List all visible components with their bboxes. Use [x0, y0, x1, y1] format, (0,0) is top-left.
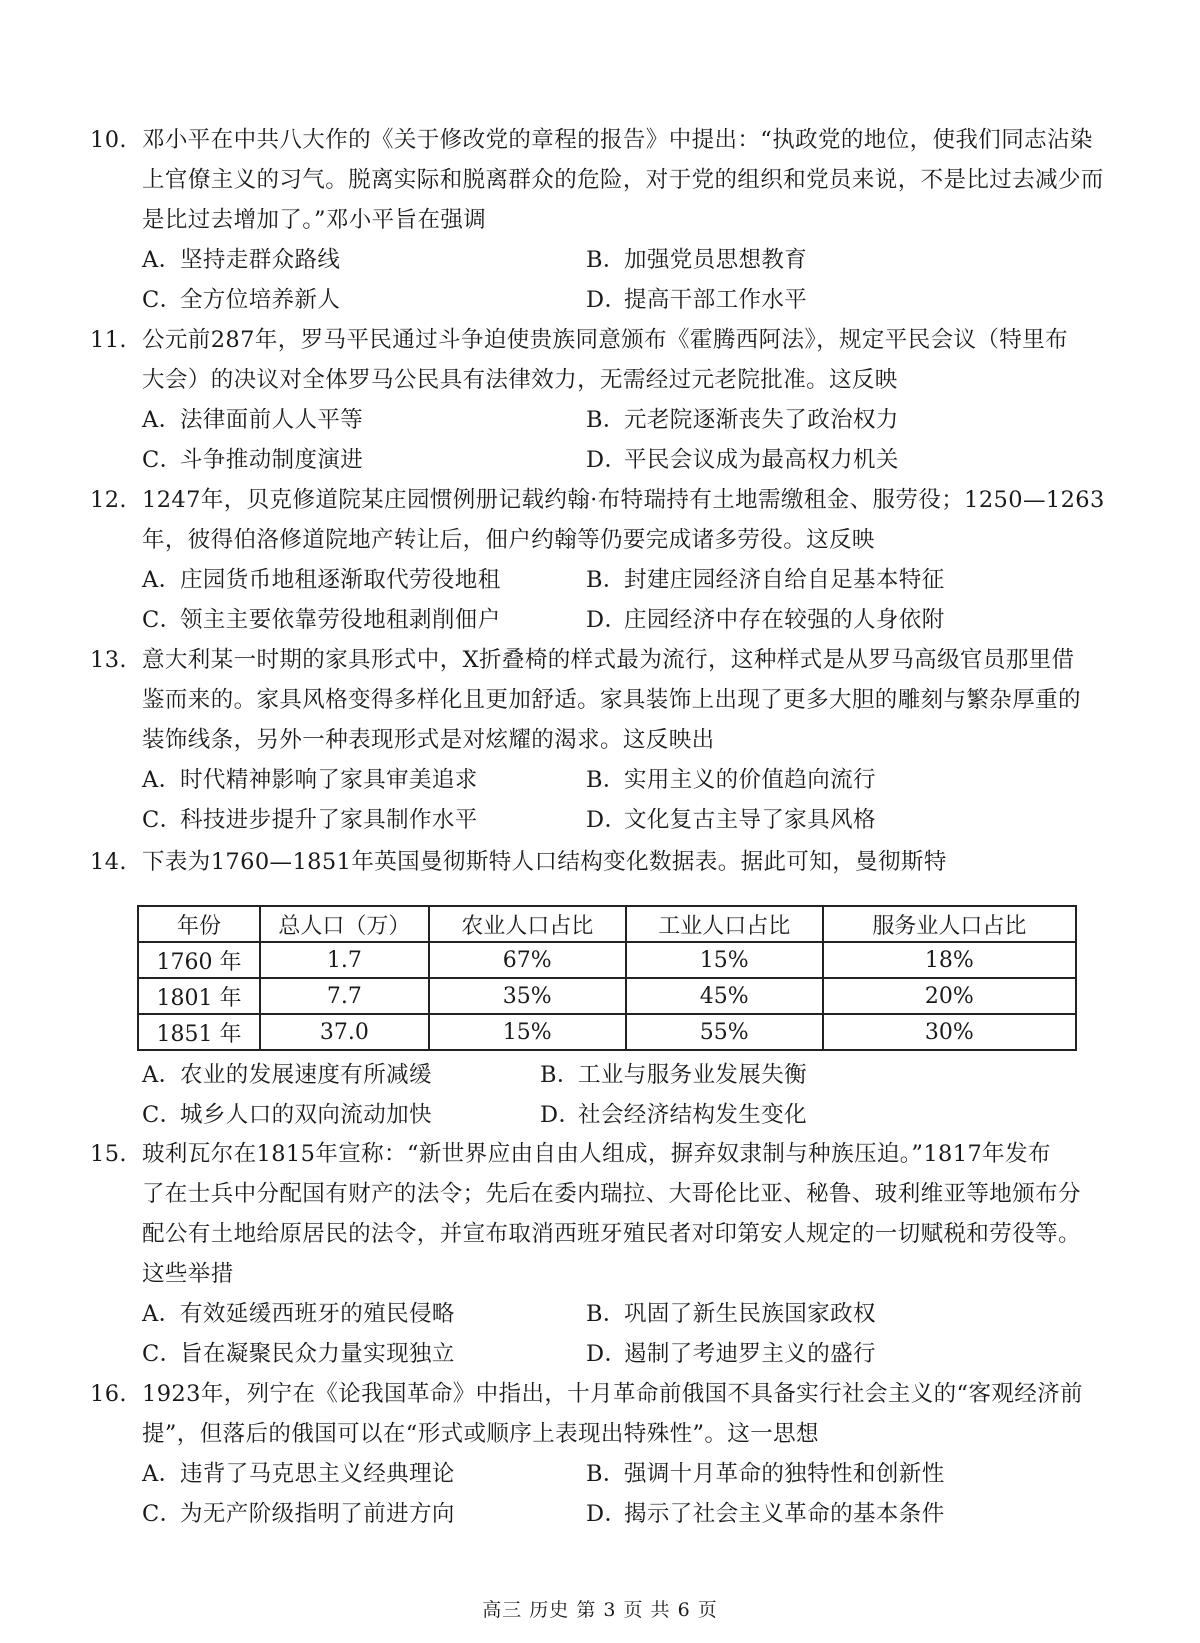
- table-cell: 1851 年: [138, 1014, 260, 1050]
- option-letter: A．: [142, 1301, 182, 1327]
- option-c[interactable]: [142, 1095, 432, 1135]
- options: [90, 400, 1120, 480]
- option-letter: D．: [586, 1341, 628, 1367]
- option-d[interactable]: [586, 1334, 876, 1374]
- option-text: 旨在凝聚民众力量实现独立: [180, 1341, 455, 1367]
- options: [90, 240, 1120, 320]
- option-letter: A．: [142, 567, 182, 593]
- table-cell: 1.7: [260, 942, 429, 978]
- question-14-options: [90, 1055, 1120, 1135]
- option-text: 实用主义的价值趋向流行: [624, 767, 876, 793]
- option-letter: B．: [586, 1461, 626, 1487]
- option-d[interactable]: [586, 600, 945, 640]
- option-text: 强调十月革命的独特性和创新性: [624, 1461, 945, 1487]
- question-stem: [90, 320, 1120, 400]
- table-header: 服务业人口占比: [823, 906, 1076, 942]
- option-letter: A．: [142, 407, 182, 433]
- option-d[interactable]: [586, 1494, 945, 1534]
- option-letter: B．: [586, 247, 626, 273]
- option-text: 巩固了新生民族国家政权: [624, 1301, 876, 1327]
- question-14: [90, 842, 1120, 882]
- question-number: 10.: [90, 127, 127, 153]
- stem-line: 鉴而来的。家具风格变得多样化且更加舒适。家具装饰上出现了更多大胆的雕刻与繁杂厚重的: [142, 687, 1081, 713]
- stem-line: 是比过去增加了。”邓小平旨在强调: [142, 207, 487, 233]
- option-d[interactable]: [586, 440, 899, 480]
- option-text: 全方位培养新人: [180, 287, 341, 313]
- option-letter: D．: [586, 607, 628, 633]
- question-stem: [90, 640, 1120, 760]
- table-cell: 35%: [429, 978, 626, 1014]
- option-letter: C．: [142, 447, 183, 473]
- table-row: [138, 978, 1076, 1014]
- option-d[interactable]: [586, 800, 876, 840]
- question-10: [90, 120, 1120, 320]
- option-text: 坚持走群众路线: [180, 247, 341, 273]
- option-text: 违背了马克思主义经典理论: [180, 1461, 455, 1487]
- option-a[interactable]: [142, 1454, 455, 1494]
- option-text: 为无产阶级指明了前进方向: [180, 1501, 455, 1527]
- stem-line: 年，彼得伯洛修道院地产转让后，佃户约翰等仍要完成诸多劳役。这反映: [142, 527, 875, 553]
- option-letter: D．: [586, 447, 628, 473]
- option-text: 领主主要依靠劳役地租剥削佃户: [180, 607, 501, 633]
- stem-line: 玻利瓦尔在1815年宣称：“新世界应由自由人组成，摒弃奴隶制与种族压迫。”1817年发布: [142, 1141, 1051, 1167]
- table-cell: 1801 年: [138, 978, 260, 1014]
- question-number: 12.: [90, 487, 127, 513]
- option-letter: B．: [586, 407, 626, 433]
- option-text: 庄园经济中存在较强的人身依附: [624, 607, 945, 633]
- option-b[interactable]: [586, 240, 807, 280]
- stem-line: 提”，但落后的俄国可以在“形式或顺序上表现出特殊性”。这一思想: [142, 1421, 819, 1447]
- stem-line: 意大利某一时期的家具形式中，X折叠椅的样式最为流行，这种样式是从罗马高级官员那里借: [142, 647, 1075, 673]
- option-text: 法律面前人人平等: [180, 407, 364, 433]
- option-text: 提高干部工作水平: [624, 287, 808, 313]
- option-letter: D．: [540, 1102, 582, 1128]
- stem-line: 大会）的决议对全体罗马公民具有法律效力，无需经过元老院批准。这反映: [142, 367, 898, 393]
- table-header: 年份: [138, 906, 260, 942]
- option-b[interactable]: [586, 1454, 945, 1494]
- question-number: 15.: [90, 1141, 127, 1167]
- option-b[interactable]: [586, 400, 899, 440]
- option-letter: A．: [142, 1461, 182, 1487]
- question-stem: [90, 1134, 1120, 1294]
- question-11: [90, 320, 1120, 480]
- option-text: 加强党员思想教育: [624, 247, 808, 273]
- table-header: 工业人口占比: [626, 906, 823, 942]
- option-letter: C．: [142, 1341, 183, 1367]
- option-b[interactable]: [540, 1055, 807, 1095]
- option-a[interactable]: [142, 1294, 455, 1334]
- option-letter: C．: [142, 807, 183, 833]
- option-b[interactable]: [586, 760, 876, 800]
- option-text: 遏制了考迪罗主义的盛行: [624, 1341, 876, 1367]
- option-c[interactable]: [142, 1334, 455, 1374]
- options: [90, 1055, 1120, 1135]
- stem-line: 装饰线条，另外一种表现形式是对炫耀的渴求。这反映出: [142, 727, 715, 753]
- question-13: [90, 640, 1120, 840]
- option-text: 社会经济结构发生变化: [578, 1102, 808, 1128]
- option-letter: C．: [142, 287, 183, 313]
- option-text: 科技进步提升了家具制作水平: [180, 807, 478, 833]
- option-text: 揭示了社会主义革命的基本条件: [624, 1501, 945, 1527]
- table-header-row: [138, 906, 1076, 942]
- question-number: 16.: [90, 1381, 127, 1407]
- population-table: [137, 905, 1077, 1051]
- option-d[interactable]: [586, 280, 807, 320]
- option-text: 庄园货币地租逐渐取代劳役地租: [180, 567, 501, 593]
- option-letter: C．: [142, 1102, 183, 1128]
- option-letter: B．: [586, 1301, 626, 1327]
- question-stem: [90, 842, 1120, 882]
- table-cell: 18%: [823, 942, 1076, 978]
- option-letter: D．: [586, 287, 628, 313]
- option-b[interactable]: [586, 560, 945, 600]
- options: [90, 560, 1120, 640]
- option-letter: A．: [142, 1062, 182, 1088]
- table-cell: 37.0: [260, 1014, 429, 1050]
- option-d[interactable]: [540, 1095, 807, 1135]
- option-c[interactable]: [142, 280, 340, 320]
- option-letter: D．: [586, 807, 628, 833]
- option-letter: B．: [586, 767, 626, 793]
- stem-line: 这些举措: [142, 1261, 234, 1287]
- table-row: [138, 1014, 1076, 1050]
- page-footer: 高三 历史 第 3 页 共 6 页: [482, 1599, 718, 1621]
- option-text: 农业的发展速度有所减缓: [180, 1062, 432, 1088]
- table-cell: 15%: [429, 1014, 626, 1050]
- stem-line: 上官僚主义的习气。脱离实际和脱离群众的危险，对于党的组织和党员来说，不是比过去减少而: [142, 167, 1104, 193]
- table-cell: 45%: [626, 978, 823, 1014]
- option-letter: A．: [142, 247, 182, 273]
- option-a[interactable]: [142, 560, 501, 600]
- option-letter: C．: [142, 1501, 183, 1527]
- option-text: 城乡人口的双向流动加快: [180, 1102, 432, 1128]
- option-letter: B．: [586, 567, 626, 593]
- table-cell: 20%: [823, 978, 1076, 1014]
- question-number: 14.: [90, 849, 127, 875]
- stem-line: 邓小平在中共八大作的《关于修改党的章程的报告》中提出：“执政党的地位，使我们同志沾染: [142, 127, 1093, 153]
- option-c[interactable]: [142, 440, 363, 480]
- option-text: 工业与服务业发展失衡: [578, 1062, 808, 1088]
- table-cell: 30%: [823, 1014, 1076, 1050]
- table-row: [138, 942, 1076, 978]
- question-number: 13.: [90, 647, 127, 673]
- option-text: 时代精神影响了家具审美追求: [180, 767, 478, 793]
- stem-line: 配公有土地给原居民的法令，并宣布取消西班牙殖民者对印第安人规定的一切赋税和劳役等。: [142, 1221, 1081, 1247]
- question-16: [90, 1374, 1120, 1534]
- table-header: 农业人口占比: [429, 906, 626, 942]
- option-text: 斗争推动制度演进: [180, 447, 364, 473]
- option-text: 封建庄园经济自给自足基本特征: [624, 567, 945, 593]
- stem-line: 1923年，列宁在《论我国革命》中指出，十月革命前俄国不具备实行社会主义的“客观经济前: [142, 1381, 1083, 1407]
- table-cell: 15%: [626, 942, 823, 978]
- option-c[interactable]: [142, 800, 478, 840]
- stem-line: 公元前287年，罗马平民通过斗争迫使贵族同意颁布《霍腾西阿法》，规定平民会议（特里布: [142, 327, 1068, 353]
- question-stem: [90, 120, 1120, 240]
- option-c[interactable]: [142, 600, 501, 640]
- option-text: 有效延缓西班牙的殖民侵略: [180, 1301, 455, 1327]
- option-letter: B．: [540, 1062, 580, 1088]
- stem-line: 了在士兵中分配国有财产的法令；先后在委内瑞拉、大哥伦比亚、秘鲁、玻利维亚等地颁布分: [142, 1181, 1081, 1207]
- option-a[interactable]: [142, 760, 478, 800]
- table-header: 总人口（万）: [260, 906, 429, 942]
- table-cell: 1760 年: [138, 942, 260, 978]
- table-cell: 67%: [429, 942, 626, 978]
- stem-line: 下表为1760—1851年英国曼彻斯特人口结构变化数据表。据此可知，曼彻斯特: [142, 849, 947, 875]
- options: [90, 760, 1120, 840]
- question-12: [90, 480, 1120, 640]
- option-text: 平民会议成为最高权力机关: [624, 447, 899, 473]
- option-a[interactable]: [142, 400, 363, 440]
- question-stem: [90, 1374, 1120, 1454]
- question-15: [90, 1134, 1120, 1374]
- options: [90, 1454, 1120, 1534]
- options: [90, 1294, 1120, 1374]
- table-cell: 55%: [626, 1014, 823, 1050]
- option-c[interactable]: [142, 1494, 455, 1534]
- option-letter: D．: [586, 1501, 628, 1527]
- option-a[interactable]: [142, 240, 340, 280]
- option-b[interactable]: [586, 1294, 876, 1334]
- question-number: 11.: [90, 327, 127, 353]
- option-a[interactable]: [142, 1055, 432, 1095]
- table-cell: 7.7: [260, 978, 429, 1014]
- question-stem: [90, 480, 1120, 560]
- option-letter: A．: [142, 767, 182, 793]
- stem-line: 1247年，贝克修道院某庄园惯例册记载约翰·布特瑞持有土地需缴租金、服劳役；1250—1263: [142, 487, 1105, 513]
- option-letter: C．: [142, 607, 183, 633]
- option-text: 元老院逐渐丧失了政治权力: [624, 407, 899, 433]
- option-text: 文化复古主导了家具风格: [624, 807, 876, 833]
